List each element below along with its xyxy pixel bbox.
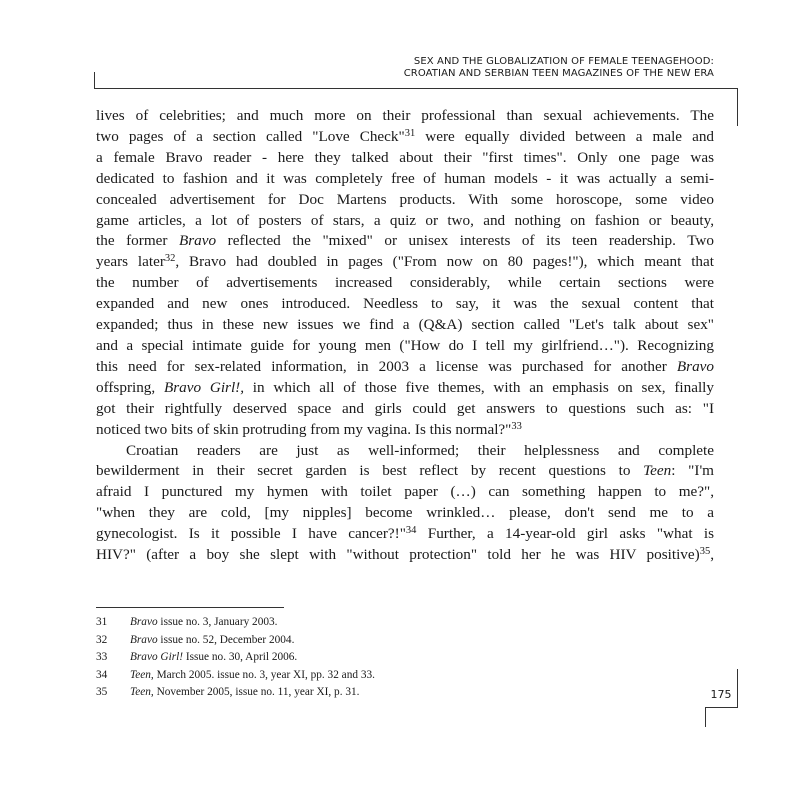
text-line: [96, 211, 714, 232]
text-run: and a special intimate guide for young men ("How do I tell my girlfriend…"). Recognizing: [96, 336, 714, 354]
footnote-ref-32[interactable]: 32: [164, 253, 176, 265]
text-run: in which all of those five themes, with an emphasis on sex, finally: [244, 378, 714, 396]
text-run: "when they are cold, [my nipples] become wrinkled… please, don't send me to a: [96, 504, 714, 522]
text-line: [96, 399, 714, 420]
italic-title: Bravo: [676, 357, 714, 375]
text-run: , Bravo had doubled in pages ("From now on 80 pages!"), which meant that: [175, 253, 714, 271]
text-line: [96, 336, 714, 357]
text-run: concealed advertisement for Doc Martens products. With some horoscope, some video: [96, 190, 714, 208]
footnote-text: [130, 614, 277, 632]
text-run: got their rightfully deserved space and girls could get answers to questions such as: "I: [96, 399, 714, 417]
footnote-text: [130, 667, 375, 685]
text-line: [96, 231, 714, 252]
paragraph-2: [96, 441, 714, 566]
page-number-rule-top: [737, 669, 738, 707]
footnote-number: 33: [96, 651, 108, 663]
footnote-detail: Issue no. 30, April 2006.: [183, 651, 298, 663]
footnote-title: Bravo: [130, 633, 158, 646]
text-line: [96, 315, 714, 336]
footnote-31: [96, 614, 496, 632]
footnote-ref-33[interactable]: 33: [511, 420, 522, 432]
footnote-34: [96, 667, 496, 685]
footnote-title: Bravo Girl!: [130, 651, 184, 663]
text-run: reflected the "mixed" or unisex interests of its teen readership. Two: [216, 232, 714, 250]
footnote-detail: November 2005, issue no. 11, year XI, p. 31.: [153, 686, 360, 698]
footnote-detail: issue no. 3, January 2003.: [157, 616, 278, 628]
footnote-text: [130, 632, 294, 650]
footnote-35: [96, 684, 496, 702]
text-run: the number of advertisements increased considerably, while certain sections were: [96, 274, 714, 292]
footnote-title: Teen,: [130, 668, 154, 681]
footnote-number: 32: [96, 633, 108, 646]
page-number: 175: [710, 688, 732, 701]
footnote-33: [96, 649, 496, 667]
text-run: bewilderment in their secret garden is best reflect by recent questions to: [96, 462, 644, 480]
text-line: [96, 148, 714, 169]
footnote-detail: issue no. 52, December 2004.: [157, 633, 295, 646]
footnote-number: 35: [96, 686, 108, 698]
text-run: noticed two bits of skin protruding from my vagina. Is this normal?": [96, 420, 512, 438]
footnote-separator: [96, 607, 284, 608]
text-run: game articles, a lot of posters of stars, a quiz or two, and nothing on fashion or beauty,: [96, 211, 714, 229]
footnote-title: Bravo: [130, 616, 158, 628]
text-line: [96, 106, 714, 127]
text-run: offspring,: [96, 378, 164, 396]
running-header: [94, 56, 714, 90]
text-run: expanded; thus in these new issues we find a (Q&A) section called "Let's talk about sex": [96, 316, 714, 334]
footnote-number: 31: [96, 616, 108, 628]
text-run: Further, a 14-year-old girl asks "what is: [416, 525, 714, 543]
text-line: [96, 503, 714, 524]
text-line: [96, 127, 714, 148]
text-line: [96, 190, 714, 211]
text-run: HIV?" (after a boy she slept with "without protection" told her he was HIV positive): [96, 546, 700, 564]
footnote-number: 34: [96, 668, 108, 681]
text-run: the former: [96, 232, 179, 250]
footnote-title: Teen,: [130, 686, 154, 698]
running-header-line-2: CROATIAN AND SERBIAN TEEN MAGAZINES OF THE NEW ERA: [403, 68, 714, 79]
text-run: Croatian readers are just as well-informed; their helplessness and complete: [126, 441, 714, 459]
page-number-rule-bottom-tick: [705, 707, 706, 727]
text-line: [96, 482, 714, 503]
footnote-ref-34[interactable]: 34: [405, 525, 417, 537]
text-line: [96, 524, 714, 545]
text-run: this need for sex-related information, in 2003 a license was purchased for another: [96, 357, 677, 375]
text-run: years later: [96, 253, 165, 271]
text-line: [96, 461, 714, 482]
text-run: were equally divided between a male and: [415, 127, 715, 145]
italic-title: Bravo: [178, 232, 217, 250]
italic-title: Bravo Girl!,: [163, 378, 245, 396]
text-line: [96, 420, 714, 441]
body-text: [96, 106, 714, 566]
header-rule: [94, 88, 738, 89]
header-rule-right-tick: [737, 88, 738, 126]
text-line: [96, 357, 714, 378]
footnote-ref-31[interactable]: 31: [404, 127, 416, 139]
header-rule-left-tick: [94, 72, 95, 89]
paragraph-1: [96, 106, 714, 441]
text-run: a female Bravo reader - here they talked about their "first times". Only one page was: [96, 148, 714, 166]
footnote-ref-35[interactable]: 35: [699, 546, 711, 558]
text-line: [96, 378, 714, 399]
footnote-detail: March 2005. issue no. 3, year XI, pp. 32 and 33.: [153, 668, 375, 681]
text-run: : "I'm: [671, 462, 714, 480]
text-line: [96, 169, 714, 190]
text-run: two pages of a section called "Love Check": [96, 127, 405, 145]
footnote-text: [130, 684, 359, 702]
text-run: expanded and new ones introduced. Needless to say, it was the sexual content that: [96, 295, 714, 313]
italic-title: Teen: [643, 462, 672, 480]
text-line: [96, 294, 714, 315]
text-run: ,: [710, 546, 714, 564]
footnotes: [96, 614, 496, 702]
page-number-rule-bottom: [705, 707, 738, 708]
text-run: dedicated to fashion and it was completely free of human models - it was actually a semi-: [96, 169, 714, 187]
text-run: lives of celebrities; and much more on their professional than sexual achievements. The: [96, 107, 714, 124]
text-line: [96, 545, 714, 566]
text-run: gynecologist. Is it possible I have cancer?!": [96, 525, 406, 543]
text-run: afraid I punctured my hymen with toilet paper (…) can something happen to me?",: [96, 483, 714, 501]
text-line: [96, 441, 714, 462]
footnote-32: [96, 632, 496, 650]
text-line: [96, 252, 714, 273]
footnote-text: [130, 649, 297, 667]
text-line: [96, 273, 714, 294]
running-header-line-1: SEX AND THE GLOBALIZATION OF FEMALE TEENAGEHOOD:: [413, 56, 714, 67]
